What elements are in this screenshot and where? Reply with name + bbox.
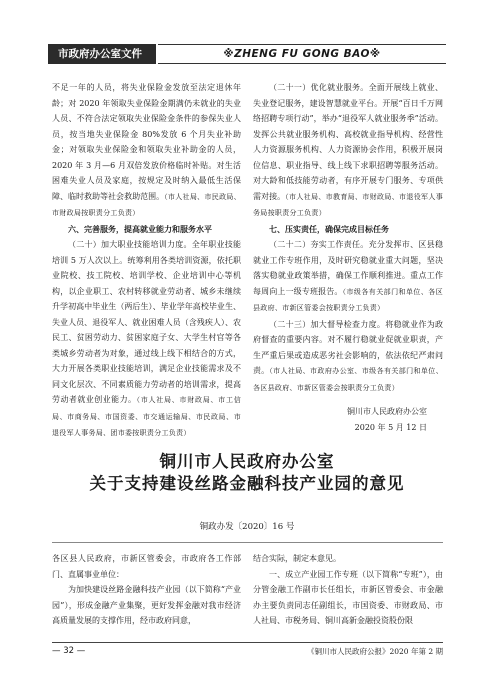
bottom-left-column (52, 551, 241, 629)
top-right-column (253, 80, 443, 435)
paragraph-item-22: （二十二）夯实工作责任。充分发挥市、区县稳就业工作专班作用，及时研究稳就业重大问题，坚决落实稳就业政策举措，确保工作顺利推进。重点工作每周向上一级专班报告。（市级各有关部门和单位、各区县政府、市新区管委会按职责分工负责） (253, 240, 444, 312)
bottom-right-column (253, 551, 443, 629)
paragraph-item-23: （二十三）加大督导检查力度。将稳就业作为政府督查的重要内容。对不履行稳就业促就业职责，产生严重后果或造成恶劣社会影响的，依法依纪严肃问责。（市人社局、市政府办公室、市级各有关部门和单位、各区县政府、市新区管委会按职责分工负责） (253, 319, 443, 392)
divider (52, 542, 443, 543)
document-number: 铜政办发〔2020〕16 号 (199, 522, 295, 532)
signature-date: 2020 年 5 月 12 日 (354, 422, 427, 432)
paragraph-item-21: （二十一）优化就业服务。全面开展线上就业、失业登记服务，建设智慧就业平台。开展“百日千万网络招聘专项行动”，举办“退役军人就业服务季”活动。发挥公共就业服务机构、高校就业指导机构、经营性人力资源服务机构、人力资源协会作用，积极开展岗位信息、职业指导、线上线下求职招聘等服务活动。对大龄和低技能劳动者，有序开展专门服务、专项供需对接。（市人社局、市教育局、市财政局、市退役军人事务局按职责分工负责） (253, 83, 444, 217)
responsibility-note: （市人社局、市教育局、市财政局、市退役军人事务局按职责分工负责） (253, 192, 444, 217)
signature-organization: 铜川市人民政府办公室 (347, 407, 427, 416)
header-section-label: 市政府办公室文件 (48, 44, 156, 64)
header-journal-name: ※ZHENG FU GONG BAO※ (158, 44, 446, 64)
responsibility-note: （市人社局、市民政局、市财政局按职责分工负责） (52, 192, 241, 217)
journal-issue: 《铜川市人民政府公报》2020 年第 2 期 (306, 647, 443, 656)
title-line-subject: 关于支持建设丝路金融科技产业园的意见 (89, 474, 405, 493)
responsibility-note: （市级各有关部门和单位、各区县政府、市新区管委会按职责分工负责） (253, 287, 444, 312)
page-header (48, 44, 446, 64)
top-left-column (52, 80, 241, 442)
title-line-issuer: 铜川市人民政府办公室 (159, 452, 335, 471)
responsibility-note: （市人社局、市政府办公室、市级各有关部门和单位、各区县政府、市新区管委会按职责分工负责） (253, 367, 443, 392)
document-title (48, 451, 446, 495)
paragraph-item-1: 一、成立产业园工作专班（以下简称“专班”），由分管金融工作副市长任组长，市新区管委会、市金融办主要负责同志任副组长，市国资委、市财政局、市人社局、市税务局、铜川高新金融投资股份限 (253, 569, 443, 625)
paragraph-item-20: （二十）加大职业技能培训力度。全年职业技能培训 5 万人次以上。统筹利用各类培训资源，依托职业院校、技工院校、培训学校、企业培训中心等机构，以企业职工、农村转移就业劳动者、城乡未继续升学初高中毕业生（两后生）、毕业学年高校毕业生、失业人员、退役军人、就业困难人员（含残疾人）、农民工、贫困劳动力、贫困家庭子女、大学生村官等各类城乡劳动者为对象，通过线上线下相结合的方式，大力开展各类职业技能培训，满足企业技能需求及不同文化层次、不同素质能力劳动者的培训需求，提高劳动者就业创业能力。（市人社局、市财政局、市工信局、市商务局、市国资委、市交通运输局、市民政局、市退役军人事务局、团市委按职责分工负责） (52, 240, 242, 437)
section-heading-7: 七、压实责任，确保完成目标任务 (269, 224, 389, 234)
addressee: 各区县人民政府，市新区管委会，市政府各工作部门、直属事业单位： (52, 554, 241, 579)
page-footer (52, 642, 443, 661)
paragraph-intro-continued: 结合实际，制定本意见。 (253, 554, 341, 563)
responsibility-note: （市人社局、市财政局、市工信局、市商务局、市国资委、市交通运输局、市民政局、市退役军人事务局、团市委按职责分工负责） (52, 396, 242, 437)
paragraph-unemployment: 不足一年的人员，将失业保险金发放至法定退休年龄；对 2020 年领取失业保险金期满仍未就业的失业人员、不符合法定领取失业保险金条件的参保失业人员，按当地失业保险金 80%发放 6 个月失业补助金；对领取失业保险金和领取失业补助金的人员，2020 年 3 月—6 月双倍发放价格临时补贴。对生活困难失业人员及家庭，按规定及时纳入最低生活保障、临时救助等社会救助范围。（市人社局、市民政局、市财政局按职责分工负责） (52, 83, 241, 217)
page-number: — 32 — (52, 646, 86, 656)
section-heading-6: 六、完善服务，提高就业能力和服务水平 (68, 224, 212, 234)
paragraph-intro: 为加快建设丝路金融科技产业园（以下简称“产业园”），形成金融产业集聚，更好发挥金融对我市经济高质量发展的支撑作用，经市政府同意， (52, 585, 241, 625)
